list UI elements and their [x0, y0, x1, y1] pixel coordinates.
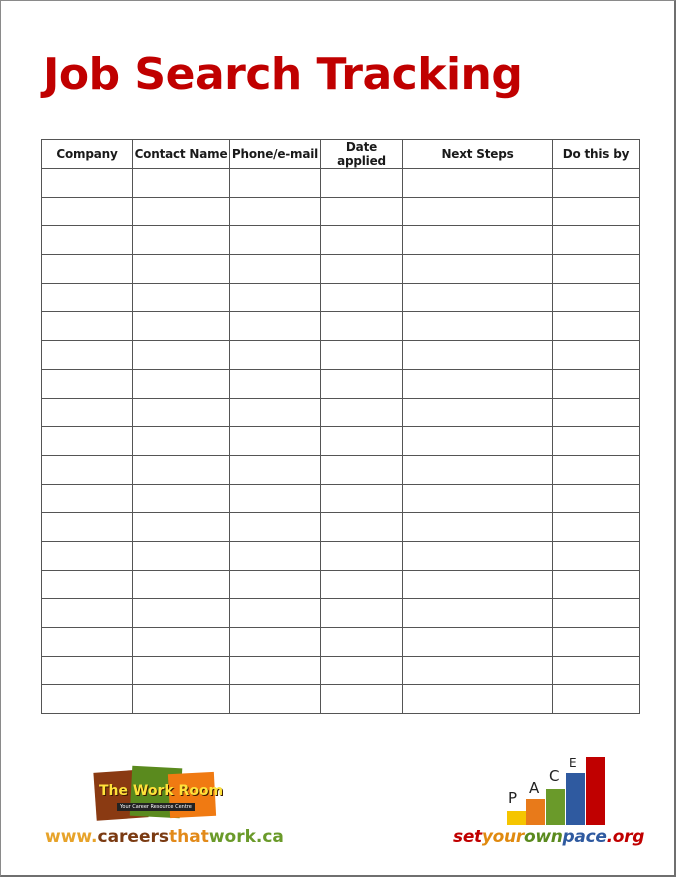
- table-cell[interactable]: [42, 599, 133, 628]
- table-cell[interactable]: [230, 169, 321, 198]
- table-cell[interactable]: [553, 226, 640, 255]
- table-cell[interactable]: [133, 685, 230, 714]
- table-cell[interactable]: [321, 312, 403, 341]
- table-cell[interactable]: [230, 226, 321, 255]
- table-cell[interactable]: [553, 484, 640, 513]
- table-cell[interactable]: [321, 197, 403, 226]
- workroom-logo-name: The Work Room: [99, 783, 224, 799]
- pace-url-part: pace: [562, 827, 607, 847]
- table-cell[interactable]: [230, 685, 321, 714]
- table-cell[interactable]: [403, 599, 553, 628]
- table-cell[interactable]: [403, 341, 553, 370]
- pace-url-part: own: [523, 827, 563, 847]
- table-cell[interactable]: [321, 169, 403, 198]
- table-cell[interactable]: [403, 369, 553, 398]
- table-cell[interactable]: [133, 427, 230, 456]
- table-cell[interactable]: [133, 484, 230, 513]
- table-cell[interactable]: [553, 283, 640, 312]
- table-cell[interactable]: [553, 197, 640, 226]
- table-cell[interactable]: [321, 226, 403, 255]
- table-cell[interactable]: [133, 541, 230, 570]
- table-cell[interactable]: [321, 398, 403, 427]
- table-cell[interactable]: [321, 656, 403, 685]
- table-cell[interactable]: [403, 283, 553, 312]
- table-cell[interactable]: [230, 398, 321, 427]
- pace-bar-red: [586, 757, 605, 825]
- pace-url-part: .org: [606, 827, 645, 847]
- table-cell[interactable]: [230, 541, 321, 570]
- table-cell[interactable]: [42, 656, 133, 685]
- workroom-logo: [91, 767, 224, 827]
- pace-letter: C: [549, 767, 560, 785]
- table-cell[interactable]: [42, 427, 133, 456]
- table-body: [42, 169, 640, 714]
- table-cell[interactable]: [321, 341, 403, 370]
- table-cell[interactable]: [230, 197, 321, 226]
- column-header-date-applied: Date applied: [321, 140, 403, 169]
- table-cell[interactable]: [42, 341, 133, 370]
- table-cell[interactable]: [553, 541, 640, 570]
- table-cell[interactable]: [403, 484, 553, 513]
- table-cell[interactable]: [403, 541, 553, 570]
- pace-url: [453, 827, 644, 847]
- table-cell[interactable]: [553, 656, 640, 685]
- column-header-contact-name: Contact Name: [133, 140, 230, 169]
- table-row: [42, 197, 640, 226]
- table-row: [42, 283, 640, 312]
- column-header-phone-email: Phone/e-mail: [230, 140, 321, 169]
- table-cell[interactable]: [133, 369, 230, 398]
- careers-url-part: careers: [97, 827, 169, 847]
- page-title: Job Search Tracking: [43, 49, 523, 100]
- table-cell[interactable]: [42, 570, 133, 599]
- table-cell[interactable]: [230, 628, 321, 657]
- table-cell[interactable]: [133, 341, 230, 370]
- table-cell[interactable]: [321, 283, 403, 312]
- table-row: [42, 255, 640, 284]
- table-cell[interactable]: [230, 341, 321, 370]
- table-cell[interactable]: [553, 455, 640, 484]
- table-cell[interactable]: [133, 283, 230, 312]
- table-cell[interactable]: [553, 169, 640, 198]
- table-cell[interactable]: [133, 513, 230, 542]
- table-cell[interactable]: [403, 255, 553, 284]
- table-cell[interactable]: [321, 513, 403, 542]
- table-row: [42, 570, 640, 599]
- table-cell[interactable]: [403, 398, 553, 427]
- table-cell[interactable]: [42, 226, 133, 255]
- table-cell[interactable]: [133, 169, 230, 198]
- careers-url: [45, 827, 284, 847]
- table-row: [42, 341, 640, 370]
- table-cell[interactable]: [553, 599, 640, 628]
- table-cell[interactable]: [403, 312, 553, 341]
- careers-url-part: that: [169, 827, 209, 847]
- table-cell[interactable]: [42, 484, 133, 513]
- table-cell[interactable]: [42, 541, 133, 570]
- table-cell[interactable]: [230, 255, 321, 284]
- table-cell[interactable]: [553, 398, 640, 427]
- table-cell[interactable]: [403, 513, 553, 542]
- table-row: [42, 541, 640, 570]
- table-cell[interactable]: [321, 427, 403, 456]
- table-cell[interactable]: [230, 599, 321, 628]
- table-row: [42, 427, 640, 456]
- table-cell[interactable]: [321, 599, 403, 628]
- pace-bar-blue: [566, 773, 585, 825]
- table-cell[interactable]: [321, 570, 403, 599]
- table-row: [42, 656, 640, 685]
- table-cell[interactable]: [230, 369, 321, 398]
- column-header-next-steps: Next Steps: [403, 140, 553, 169]
- table-cell[interactable]: [553, 685, 640, 714]
- table-cell[interactable]: [553, 312, 640, 341]
- table-cell[interactable]: [42, 369, 133, 398]
- table-cell[interactable]: [321, 628, 403, 657]
- pace-url-part: your: [481, 827, 524, 847]
- table-row: [42, 484, 640, 513]
- table-cell[interactable]: [321, 685, 403, 714]
- pace-bar-orange: [526, 799, 545, 825]
- table-cell[interactable]: [133, 455, 230, 484]
- table-cell[interactable]: [230, 312, 321, 341]
- table-row: [42, 455, 640, 484]
- table-cell[interactable]: [42, 513, 133, 542]
- table-cell[interactable]: [42, 685, 133, 714]
- table-cell[interactable]: [42, 312, 133, 341]
- table-cell[interactable]: [42, 398, 133, 427]
- table-cell[interactable]: [403, 656, 553, 685]
- table-cell[interactable]: [403, 226, 553, 255]
- table-cell[interactable]: [553, 570, 640, 599]
- table-cell[interactable]: [133, 628, 230, 657]
- careers-url-part: www.: [45, 827, 98, 847]
- table-row: [42, 169, 640, 198]
- table-cell[interactable]: [553, 513, 640, 542]
- table-cell[interactable]: [553, 255, 640, 284]
- table-row: [42, 312, 640, 341]
- table-cell[interactable]: [230, 283, 321, 312]
- table-cell[interactable]: [133, 255, 230, 284]
- table-cell[interactable]: [133, 570, 230, 599]
- table-cell[interactable]: [321, 255, 403, 284]
- table-cell[interactable]: [133, 656, 230, 685]
- table-cell[interactable]: [403, 628, 553, 657]
- table-cell[interactable]: [133, 226, 230, 255]
- table-cell[interactable]: [230, 513, 321, 542]
- table-cell[interactable]: [42, 169, 133, 198]
- pace-bar-yellow: [507, 811, 526, 825]
- pace-letter: A: [529, 779, 540, 797]
- table-cell[interactable]: [133, 197, 230, 226]
- table-row: [42, 685, 640, 714]
- table-cell[interactable]: [403, 197, 553, 226]
- table-row: [42, 628, 640, 657]
- table-cell[interactable]: [321, 541, 403, 570]
- table-cell[interactable]: [230, 484, 321, 513]
- table-row: [42, 599, 640, 628]
- table-cell[interactable]: [321, 369, 403, 398]
- table-cell[interactable]: [321, 455, 403, 484]
- table-cell[interactable]: [553, 427, 640, 456]
- table-cell[interactable]: [230, 455, 321, 484]
- table-cell[interactable]: [42, 255, 133, 284]
- table-cell[interactable]: [553, 341, 640, 370]
- table-cell[interactable]: [133, 599, 230, 628]
- table-cell[interactable]: [230, 656, 321, 685]
- table-cell[interactable]: [553, 628, 640, 657]
- table-cell[interactable]: [42, 197, 133, 226]
- table-cell[interactable]: [42, 455, 133, 484]
- pace-url-part: set: [453, 827, 482, 847]
- pace-letter: E: [569, 756, 577, 770]
- table-row: [42, 398, 640, 427]
- table-cell[interactable]: [42, 283, 133, 312]
- table-cell[interactable]: [403, 685, 553, 714]
- pace-logo: [505, 755, 609, 825]
- table-cell[interactable]: [42, 628, 133, 657]
- column-header-do-this-by: Do this by: [553, 140, 640, 169]
- table-row: [42, 513, 640, 542]
- table-header-row: [42, 140, 640, 169]
- job-tracking-table: [41, 139, 640, 714]
- table-cell[interactable]: [230, 427, 321, 456]
- table-cell[interactable]: [403, 570, 553, 599]
- table-cell[interactable]: [321, 484, 403, 513]
- table-row: [42, 369, 640, 398]
- table-cell[interactable]: [133, 312, 230, 341]
- pace-bar-green: [546, 789, 565, 825]
- workroom-logo-tagline: Your Career Resource Centre: [117, 803, 195, 811]
- table-cell[interactable]: [403, 455, 553, 484]
- table-cell[interactable]: [403, 427, 553, 456]
- table-cell[interactable]: [230, 570, 321, 599]
- table-row: [42, 226, 640, 255]
- column-header-company: Company: [42, 140, 133, 169]
- careers-url-part: work.ca: [208, 827, 284, 847]
- table-cell[interactable]: [133, 398, 230, 427]
- table-cell[interactable]: [553, 369, 640, 398]
- pace-letter: P: [508, 789, 518, 807]
- table-cell[interactable]: [403, 169, 553, 198]
